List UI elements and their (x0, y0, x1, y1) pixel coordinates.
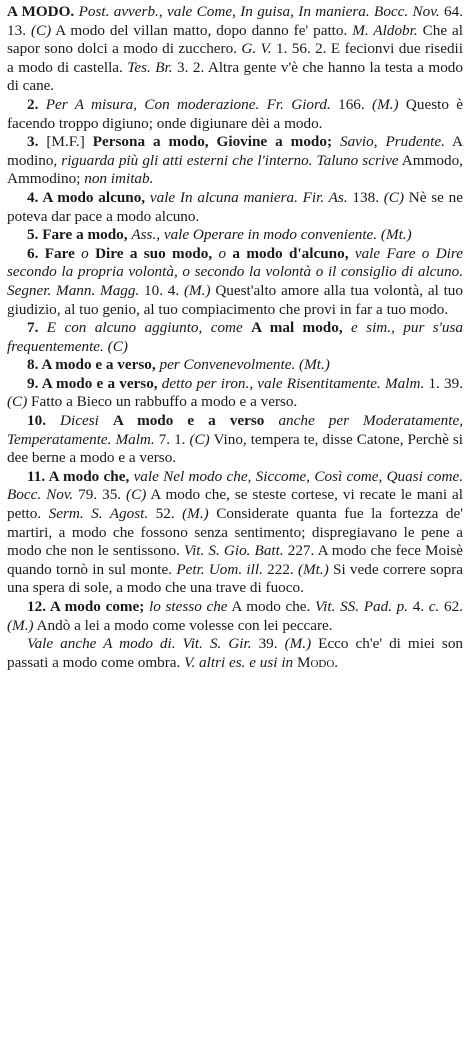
entry-text-segment (343, 319, 351, 336)
entry-text-segment: Ammodo, Ammodino; (7, 151, 463, 188)
entry-11-a-modo-che (7, 468, 463, 598)
entry-text-segment: (C) (7, 393, 28, 411)
entry-2-a-misura (7, 96, 463, 133)
entry-text-segment: Quest'alto amore alla tua volontà, al tuo giudizio, al tuo genio, al tuo compiacimento che provi in far a tuo modo. (7, 281, 463, 318)
entry-text-segment: G. V. (241, 40, 272, 58)
entry-text-segment: A mal modo, (251, 319, 343, 337)
entry-10-moderatamente (7, 412, 463, 468)
entry-text-segment: (Mt.) (297, 560, 329, 578)
entry-text-segment: 3. 2. Altra gente v'è che hanno la testa a modo di cane. (7, 58, 463, 95)
entry-text-segment: (M.) (372, 95, 399, 113)
entry-text-segment: 52. (148, 505, 183, 523)
entry-text-segment: Dicesi (60, 412, 99, 430)
entry-text-segment: vale Nel modo che, Siccome, Così come, Quasi come. Bocc. Nov. (7, 467, 463, 504)
entry-text-segment: 166. (330, 95, 373, 113)
entry-text-segment: Considerate quanta fue la fortezza de' martiri, a modo che fossono senza sentimento; dispregiavano le pene a modo che non le sentissono. (7, 505, 463, 560)
entry-text-segment: A modino, (7, 133, 463, 169)
entry-4-a-modo-alcuno (7, 189, 463, 226)
entry-text-segment (38, 96, 45, 113)
entry-text-segment: M. Aldobr. (352, 21, 418, 39)
entry-text-segment: 138. (347, 188, 384, 206)
entry-text-segment: Vit. SS. Pad. p. (315, 598, 409, 615)
entry-text-segment: lo stesso che (149, 598, 228, 615)
entry-text-segment: A modo che, se steste cortese, vi recate le mani al petto. (7, 486, 463, 523)
entry-text-segment: A MODO. (7, 3, 75, 20)
entry-text-segment: . (334, 653, 339, 671)
entry-text-segment (46, 412, 60, 429)
entry-text-segment: 11. A modo che, (27, 467, 130, 485)
entry-text-segment: Nè se ne poteva dar pace a modo alcuno. (7, 188, 463, 225)
entry-text-segment (99, 412, 113, 429)
entry-text-segment: Ecco ch'e' di miei son passati a modo come ombra. (7, 635, 464, 671)
entry-3-persona-a-modo (7, 133, 463, 189)
entry-a-modo (7, 3, 463, 96)
entry-text-segment: Vit. S. Gio. Batt. (183, 542, 284, 560)
entry-5-fare-a-modo (7, 226, 463, 245)
entry-text-segment: 4. A modo alcuno, (27, 188, 146, 206)
entry-text-segment: Si vede correre sopra una spera di sole, a modo che una trave di fuoco. (7, 560, 463, 597)
entry-6-fare-a-suo-modo (7, 245, 463, 319)
entry-text-segment: per Convenevolmente. (Mt.) (159, 356, 330, 374)
entry-text-segment: Ass., vale Operare in modo conveniente. (Mt.) (131, 226, 412, 244)
entry-text-segment: anche per Moderatamente, Temperatamente. Malm. (7, 412, 464, 448)
entry-text-segment: (C) (126, 486, 147, 504)
entry-text-segment: 227. A modo che fece Moisè quando tornò in sul monte. (7, 542, 463, 578)
entry-7-a-mal-modo (7, 319, 463, 356)
entry-text-segment: 2. (27, 95, 39, 113)
entry-text-segment: A modo e a verso (112, 412, 265, 430)
entry-text-segment: 6. Fare (27, 244, 75, 262)
entry-text-segment: (M.) (183, 281, 211, 299)
entry-text-segment: (C) (383, 188, 404, 206)
entry-text-segment: V. altri es. e usi in (184, 653, 294, 671)
entry-text-segment: A modo del villan matto, dopo danno fe' patto. (51, 21, 353, 39)
entry-text-segment: (C) (189, 430, 210, 448)
entry-text-segment: Dire a suo modo, (95, 244, 213, 262)
entry-text-segment: vale In alcuna maniera. Fir. As. (149, 188, 348, 206)
entry-text-segment: non imitab. (84, 170, 154, 188)
entry-text-segment: 4. (408, 598, 429, 615)
entry-text-segment: Serm. S. Agost. (48, 505, 149, 523)
entry-text-segment: detto per iron., vale Risentitamente. Malm. (161, 374, 425, 392)
entry-text-segment: o (212, 244, 233, 262)
entry-text-segment: Petr. Uom. ill. (176, 560, 263, 578)
entry-text-segment: Per A misura, Con moderazione. Fr. Giord. (45, 95, 331, 113)
entry-8-a-modo-e-a-verso (7, 356, 463, 375)
entry-text-segment (38, 319, 46, 336)
entry-text-segment (243, 319, 251, 336)
entry-text-segment: 1. 39. (424, 374, 464, 392)
entry-text-segment: riguarda più gli atti esterni che l'interno. Taluno scrive (61, 151, 399, 169)
entry-text-segment: 222. (262, 560, 298, 578)
entry-text-segment (332, 133, 340, 150)
entry-text-segment: vale Fare o Dire secondo la propria volontà, o secondo la volontà o il consiglio di alcuno. Segner. Mann. Magg. (7, 244, 463, 299)
entry-text-segment: Savio, Prudente. (339, 133, 445, 151)
entry-text-segment: (M.) (182, 505, 209, 523)
entry-text-segment: 7. 1. (154, 430, 190, 448)
entry-text-segment: a modo d'alcuno, (232, 244, 349, 262)
entry-text-segment: Fatto a Bieco un rabbuffo a modo e a verso. (27, 393, 298, 411)
entry-text-segment: (M.) (284, 635, 312, 653)
entry-text-segment: Post. avverb., vale Come, In guisa, In maniera. Bocc. Nov. (78, 3, 440, 20)
entry-text-segment: 39. (251, 635, 285, 653)
entry-text-segment: Vale anche A modo di. Vit. S. Gir. (27, 635, 252, 653)
entry-text-segment: A modo che. (227, 598, 316, 615)
entry-text-segment (264, 412, 278, 429)
entry-text-segment: e sim., pur s'usa frequentemente. (C) (7, 319, 464, 355)
entry-text-segment: 10. (27, 412, 46, 430)
entry-text-segment: 9. A modo e a verso, (27, 374, 158, 392)
entry-text-segment: 10. 4. (139, 281, 184, 299)
entry-text-segment: c. (428, 598, 440, 615)
entry-text-segment: o (74, 244, 96, 262)
entry-text-segment: (M.) (7, 616, 34, 634)
entry-text-segment: 62. (439, 598, 463, 615)
entry-text-segment: 1. 56. 2. E fecionvi due risedii a modo di castella. (7, 40, 463, 76)
entry-text-segment: (C) (30, 21, 52, 39)
entry-text-segment: 3. (27, 133, 39, 151)
entry-text-segment: Tes. Br. (127, 58, 173, 76)
entry-text-segment: Questo è facendo troppo digiuno; onde digiunare dèi a modo. (7, 95, 464, 132)
entry-text-segment: Andò a lei a modo come volesse con lei peccare. (33, 616, 333, 634)
entry-text-segment: Persona a modo, Giovine a modo; (92, 133, 333, 151)
entry-vale-anche (7, 635, 463, 672)
entry-text-segment: Che al sapor sono dolci a modo di zucchero. (7, 21, 463, 58)
entry-text-segment: Modo (296, 653, 335, 671)
entry-text-segment: 64. 13. (7, 3, 464, 39)
entry-text-segment: E con alcuno aggiunto, come (46, 319, 243, 337)
entry-text-segment: 12. A modo come; (27, 598, 145, 615)
entry-text-segment: 79. 35. (73, 486, 127, 504)
entry-text-segment: 7. (27, 319, 39, 337)
entry-9-a-modo-e-a-verso-iron (7, 375, 463, 412)
entry-12-a-modo-come (7, 598, 463, 635)
entry-text-segment: 8. A modo e a verso, (27, 356, 156, 374)
entry-text-segment: [M.F.] (38, 133, 93, 151)
entry-text-segment: 5. Fare a modo, (27, 226, 128, 244)
entry-text-segment: Vino, tempera te, disse Catone, Perchè si dee berne a modo e a verso. (7, 430, 464, 467)
